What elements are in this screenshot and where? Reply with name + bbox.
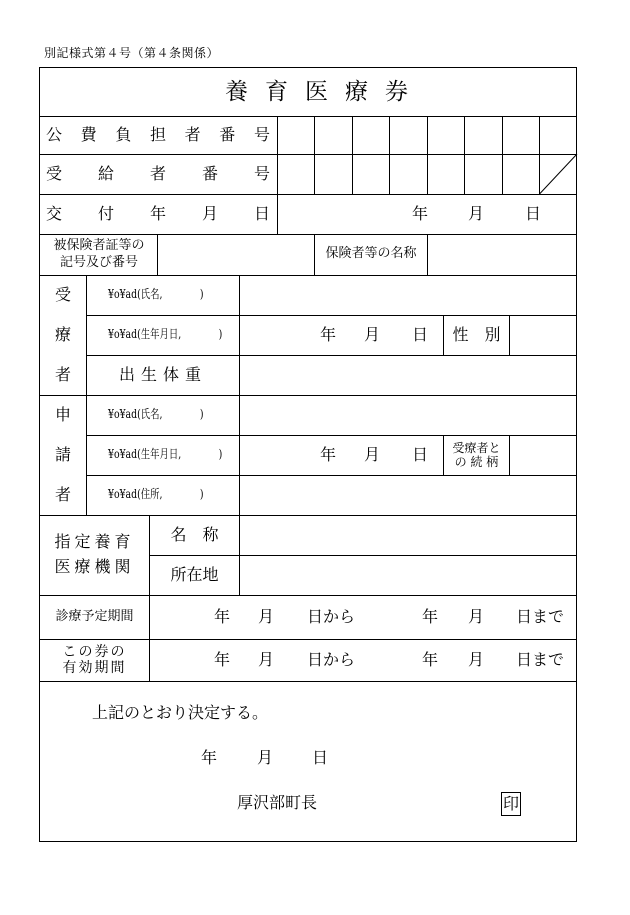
period-end-day-unit: 日まで (515, 606, 564, 626)
validity-start-day-unit: 日から (306, 649, 355, 669)
recipient-number-label (46, 154, 270, 194)
label-char: 日 (253, 203, 270, 223)
validity-start-year-unit: 年 (213, 649, 230, 669)
label-line: 医療機関 (54, 557, 135, 576)
designated-institution-label (40, 515, 149, 595)
label-char: 負 (115, 124, 132, 144)
applicant-group-char: 者 (54, 484, 71, 504)
label-char: 受 (46, 163, 63, 183)
period-end-month-unit: 月 (467, 606, 484, 626)
applicant-group-char: 請 (54, 444, 71, 464)
period-start-day-unit: 日から (306, 606, 355, 626)
label-line: 記号及び番号 (59, 254, 138, 270)
applicant-address-label: ¥o¥ad(住所, ) (108, 487, 204, 502)
decision-year-unit: 年 (200, 747, 217, 767)
form-title: 養育医療券 (225, 78, 425, 105)
patient-group-char: 療 (54, 324, 71, 344)
issue-year-unit: 年 (411, 203, 428, 223)
label-char: 給 (97, 163, 114, 183)
patient-birth-day-unit: 日 (411, 324, 428, 344)
label-line: の 続 柄 (454, 455, 499, 469)
institution-address-label: 所在地 (170, 564, 219, 584)
label-char: 番 (219, 124, 236, 144)
decision-statement: 上記のとおり決定する。 (92, 702, 269, 722)
applicant-name-label: ¥o¥ad(氏名, ) (108, 407, 204, 422)
label-char: 者 (184, 124, 201, 144)
label-char: 担 (149, 124, 166, 144)
period-start-month-unit: 月 (257, 606, 274, 626)
label-line: 指定養育 (54, 532, 135, 552)
patient-name-label: ¥o¥ad(氏名, ) (108, 287, 204, 302)
validity-period-label (40, 639, 149, 681)
label-char: 月 (201, 203, 218, 223)
label-char: 年 (149, 203, 166, 223)
patient-birth-year-unit: 年 (319, 324, 336, 344)
applicant-birthdate-label: ¥o¥ad(生年月日, ) (108, 447, 223, 462)
birth-weight-label: 出生体重 (118, 364, 207, 384)
patient-sex-label: 性 別 (452, 324, 501, 344)
label-char: 公 (46, 124, 63, 144)
issue-month-unit: 月 (467, 203, 484, 223)
relation-to-patient-label (444, 435, 509, 475)
label-line: 受療者と (452, 440, 501, 455)
label-char: 交 (46, 203, 63, 223)
validity-end-month-unit: 月 (467, 649, 484, 669)
issue-day-unit: 日 (524, 203, 541, 223)
patient-group-char: 者 (54, 364, 71, 384)
applicant-group-char: 申 (54, 404, 71, 424)
period-start-year-unit: 年 (213, 606, 230, 626)
applicant-birth-day-unit: 日 (411, 444, 428, 464)
medical-ticket-form (39, 67, 577, 842)
insured-id-label (42, 234, 156, 275)
issue-date-label (46, 194, 270, 234)
seal-mark: 印 (501, 792, 521, 816)
label-line: この券の (62, 643, 127, 660)
applicant-birth-month-unit: 月 (363, 444, 380, 464)
treatment-period-label: 診療予定期間 (55, 608, 134, 624)
label-line: 有効期間 (62, 660, 127, 676)
patient-birth-month-unit: 月 (363, 324, 380, 344)
insurer-name-label: 保険者等の名称 (325, 246, 417, 262)
period-end-year-unit: 年 (421, 606, 438, 626)
label-char: 号 (253, 163, 270, 183)
validity-end-year-unit: 年 (421, 649, 438, 669)
validity-start-month-unit: 月 (257, 649, 274, 669)
label-char: 付 (97, 203, 114, 223)
institution-name-label: 名 称 (170, 524, 219, 544)
label-line: 被保険者証等の (53, 238, 145, 254)
label-char: 者 (149, 163, 166, 183)
label-char: 号 (253, 124, 270, 144)
public-payer-number-label (46, 116, 270, 154)
patient-birthdate-label: ¥o¥ad(生年月日, ) (108, 327, 223, 342)
form-caption: 別記様式第４号（第４条関係） (44, 46, 220, 60)
label-char: 番 (201, 163, 218, 183)
label-char: 費 (80, 124, 97, 144)
patient-group-char: 受 (54, 284, 71, 304)
decision-month-unit: 月 (256, 747, 273, 767)
validity-end-day-unit: 日まで (515, 649, 564, 669)
issuer-name: 厚沢部町長 (236, 792, 317, 812)
decision-day-unit: 日 (311, 747, 328, 767)
applicant-birth-year-unit: 年 (319, 444, 336, 464)
